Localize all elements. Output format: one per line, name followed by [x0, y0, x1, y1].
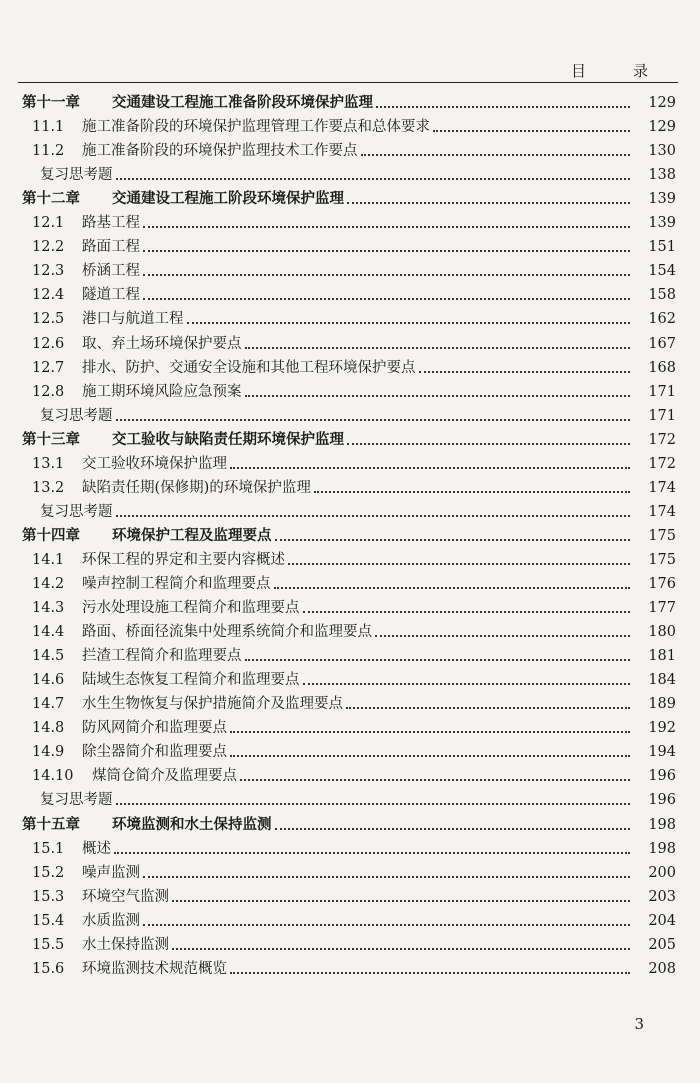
toc-entry-page: 171	[648, 383, 676, 400]
dot-leader	[275, 539, 631, 541]
toc-entry-page: 154	[648, 263, 676, 280]
toc-entry-title: 路面、桥面径流集中处理系统简介和监理要点	[82, 624, 372, 641]
toc-section-entry	[32, 140, 676, 162]
toc-entry-page: 184	[648, 672, 676, 689]
dot-leader	[347, 443, 630, 445]
toc-entry-title: 除尘器简介和监理要点	[82, 744, 227, 761]
toc-entry-title: 路面工程	[82, 239, 140, 256]
toc-entry-number: 14.4	[32, 624, 65, 641]
toc-entry-page: 172	[648, 455, 676, 472]
toc-entry-page: 162	[648, 311, 676, 328]
dot-leader	[419, 371, 631, 373]
dot-leader	[245, 659, 631, 661]
dot-leader	[303, 611, 631, 613]
toc-entry-number: 第十五章	[22, 815, 80, 833]
dot-leader	[143, 274, 630, 276]
dot-leader	[143, 226, 630, 228]
toc-chapter-entry	[22, 188, 676, 210]
toc-entry-page: 180	[648, 624, 676, 641]
toc-section-entry	[32, 333, 676, 355]
toc-entry-title: 防风网简介和监理要点	[82, 720, 227, 737]
toc-entry-title: 复习思考题	[40, 792, 113, 809]
toc-entry-title: 桥涵工程	[82, 263, 140, 280]
toc-section-entry	[32, 477, 676, 499]
toc-entry-number: 13.2	[32, 479, 65, 496]
dot-leader	[230, 972, 630, 974]
toc-entry-number: 14.9	[32, 744, 65, 761]
toc-entry-page: 167	[648, 335, 676, 352]
toc-section-entry	[32, 284, 676, 306]
toc-section-entry	[32, 741, 676, 763]
toc-chapter-entry	[22, 525, 676, 547]
toc-entry-page: 203	[648, 888, 676, 905]
toc-entry-page: 196	[648, 792, 676, 809]
dot-leader	[347, 202, 630, 204]
toc-entry-number: 14.1	[32, 551, 65, 568]
toc-entry-title: 噪声监测	[82, 864, 140, 881]
toc-section-entry	[32, 838, 676, 860]
toc-entry-title: 交工验收环境保护监理	[82, 455, 227, 472]
toc-entry-title: 水生生物恢复与保护措施简介及监理要点	[82, 696, 343, 713]
toc-entry-number: 14.3	[32, 600, 65, 617]
toc-entry-number: 15.2	[32, 864, 65, 881]
toc-entry-page: 177	[648, 600, 676, 617]
toc-review-entry	[40, 501, 676, 523]
toc-entry-page: 192	[648, 720, 676, 737]
toc-entry-number: 12.7	[32, 359, 65, 376]
toc-entry-title: 噪声控制工程简介和监理要点	[82, 576, 271, 592]
toc-entry-title: 港口与航道工程	[82, 311, 184, 328]
toc-entry-page: 138	[648, 167, 676, 184]
toc-section-entry	[32, 597, 676, 619]
toc-entry-page: 189	[648, 696, 676, 713]
toc-section-entry	[32, 669, 676, 691]
toc-section-entry	[32, 862, 676, 884]
toc-entry-page: 129	[648, 95, 676, 111]
toc-entry-title: 煤筒仓简介及监理要点	[92, 768, 237, 785]
toc-section-entry	[32, 573, 676, 595]
dot-leader	[172, 948, 630, 950]
toc-entry-title: 陆域生态恢复工程简介和监理要点	[82, 672, 300, 689]
toc-section-entry	[32, 116, 676, 138]
toc-review-entry	[40, 164, 676, 186]
toc-entry-title: 施工准备阶段的环境保护监理技术工作要点	[82, 143, 358, 160]
toc-entry-page: 171	[648, 407, 676, 424]
toc-entry-title: 隧道工程	[82, 287, 140, 304]
dot-leader	[346, 707, 630, 709]
toc-entry-title: 复习思考题	[40, 407, 113, 424]
toc-entry-title: 概述	[82, 840, 111, 857]
dot-leader	[230, 467, 630, 469]
dot-leader	[143, 876, 630, 878]
toc-entry-page: 129	[648, 119, 676, 136]
dot-leader	[143, 298, 630, 300]
dot-leader	[361, 154, 631, 156]
dot-leader	[114, 852, 630, 854]
dot-leader	[230, 731, 630, 733]
toc-entry-page: 194	[648, 744, 676, 761]
toc-entry-title: 施工期环境风险应急预案	[82, 383, 242, 400]
toc-section-entry	[32, 308, 676, 330]
toc-entry-page: 174	[648, 503, 676, 520]
toc-section-entry	[32, 693, 676, 715]
toc-section-entry	[32, 381, 676, 403]
toc-section-entry	[32, 357, 676, 379]
toc-entry-number: 11.1	[32, 119, 65, 136]
toc-entry-title: 交通建设工程施工阶段环境保护监理	[112, 190, 344, 208]
dot-leader	[116, 178, 631, 180]
toc-entry-page: 196	[648, 768, 676, 785]
toc-entry-title: 复习思考题	[40, 503, 113, 520]
toc-entry-number: 12.4	[32, 287, 65, 304]
toc-entry-number: 14.7	[32, 696, 65, 713]
toc-entry-number: 11.2	[32, 143, 65, 160]
toc-entry-title: 交通建设工程施工准备阶段环境保护监理	[112, 94, 373, 111]
toc-entry-title: 环境保护工程及监理要点	[112, 526, 272, 544]
toc-entry-page: 175	[648, 527, 676, 544]
toc-entry-title: 复习思考题	[40, 167, 113, 184]
dot-leader	[116, 419, 631, 421]
toc-entry-title: 路基工程	[82, 215, 140, 232]
dot-leader	[245, 395, 631, 397]
dot-leader	[433, 130, 630, 132]
toc-chapter-entry	[22, 814, 676, 836]
toc-section-entry	[32, 453, 676, 475]
dot-leader	[275, 828, 631, 830]
toc-section-entry	[32, 765, 676, 787]
toc-entry-title: 交工验收与缺陷责任期环境保护监理	[112, 430, 344, 448]
toc-entry-number: 15.4	[32, 912, 65, 929]
toc-entry-page: 205	[648, 936, 676, 953]
toc-entry-page: 168	[648, 359, 676, 376]
toc-entry-number: 13.1	[32, 455, 65, 472]
toc-section-entry	[32, 886, 676, 908]
toc-entry-number: 12.6	[32, 335, 65, 352]
toc-entry-title: 环境监测技术规范概览	[82, 960, 227, 977]
toc-entry-number: 15.1	[32, 840, 65, 857]
toc-entry-page: 208	[648, 960, 676, 977]
toc-section-entry	[32, 549, 676, 571]
toc-entry-number: 第十三章	[22, 430, 80, 448]
toc-section-entry	[32, 236, 676, 258]
toc-entry-page: 200	[648, 864, 676, 881]
toc-entry-number: 15.3	[32, 888, 65, 905]
toc-entry-title: 水质监测	[82, 912, 140, 929]
toc-entry-number: 12.5	[32, 311, 65, 328]
toc-entry-title: 拦渣工程简介和监理要点	[82, 648, 242, 665]
page-number: 3	[634, 1015, 644, 1033]
toc-entry-number: 15.5	[32, 936, 65, 953]
dot-leader	[376, 106, 630, 108]
toc-section-entry	[32, 910, 676, 932]
dot-leader	[187, 322, 631, 324]
dot-leader	[172, 900, 630, 902]
toc-section-entry	[32, 260, 676, 282]
toc-entry-page: 130	[648, 143, 676, 160]
toc-entry-page: 176	[648, 576, 676, 592]
toc-entry-title: 污水处理设施工程简介和监理要点	[82, 600, 300, 617]
dot-leader	[240, 779, 630, 781]
toc-entry-number: 第十四章	[22, 526, 80, 544]
toc-entry-number: 14.2	[32, 576, 65, 592]
toc-entry-title: 排水、防护、交通安全设施和其他工程环境保护要点	[82, 359, 416, 376]
toc-entry-page: 172	[648, 431, 676, 448]
toc-section-entry	[32, 645, 676, 667]
toc-section-entry	[32, 621, 676, 643]
dot-leader	[116, 803, 631, 805]
dot-leader	[245, 347, 631, 349]
toc-entry-page: 198	[648, 816, 676, 833]
toc-entry-page: 174	[648, 479, 676, 496]
toc-section-entry	[32, 958, 676, 980]
toc-entry-page: 151	[648, 239, 676, 256]
toc-review-entry	[40, 405, 676, 427]
toc-entry-number: 15.6	[32, 960, 65, 977]
toc-entry-page: 198	[648, 840, 676, 857]
header-rule	[18, 82, 678, 83]
toc-entry-page: 158	[648, 287, 676, 304]
dot-leader	[274, 587, 631, 589]
toc-entry-title: 环境空气监测	[82, 888, 169, 905]
toc-section-entry	[32, 717, 676, 739]
toc-entry-title: 缺陷责任期(保修期)的环境保护监理	[82, 479, 311, 496]
toc-entry-title: 环境监测和水土保持监测	[112, 815, 272, 833]
toc-entry-number: 12.1	[32, 215, 65, 232]
toc-entry-number: 第十一章	[22, 94, 80, 111]
toc-section-entry	[32, 934, 676, 956]
toc-entry-page: 139	[648, 215, 676, 232]
toc-entry-number: 14.8	[32, 720, 65, 737]
toc-entry-page: 139	[648, 191, 676, 208]
toc-entry-number: 14.10	[32, 768, 74, 785]
toc-entry-number: 12.3	[32, 263, 65, 280]
toc-entry-page: 204	[648, 912, 676, 929]
toc-entry-number: 第十二章	[22, 190, 80, 208]
toc-entry-number: 12.2	[32, 239, 65, 256]
dot-leader	[143, 250, 630, 252]
dot-leader	[288, 563, 630, 565]
page-header-title: 目 录	[570, 62, 664, 80]
toc-entry-number: 12.8	[32, 383, 65, 400]
dot-leader	[314, 491, 630, 493]
dot-leader	[143, 924, 630, 926]
toc-entry-title: 施工准备阶段的环境保护监理管理工作要点和总体要求	[82, 119, 430, 136]
dot-leader	[116, 515, 631, 517]
toc-entry-number: 14.5	[32, 648, 65, 665]
dot-leader	[375, 635, 630, 637]
toc-chapter-entry	[22, 92, 676, 114]
toc-entry-title: 环保工程的界定和主要内容概述	[82, 551, 285, 568]
toc-review-entry	[40, 789, 676, 811]
toc-entry-page: 181	[648, 648, 676, 665]
dot-leader	[303, 683, 631, 685]
toc-entry-title: 取、弃土场环境保护要点	[82, 335, 242, 352]
dot-leader	[230, 755, 630, 757]
toc-section-entry	[32, 212, 676, 234]
toc-entry-number: 14.6	[32, 672, 65, 689]
toc-entry-page: 175	[648, 551, 676, 568]
toc-chapter-entry	[22, 429, 676, 451]
toc-entry-title: 水土保持监测	[82, 936, 169, 953]
